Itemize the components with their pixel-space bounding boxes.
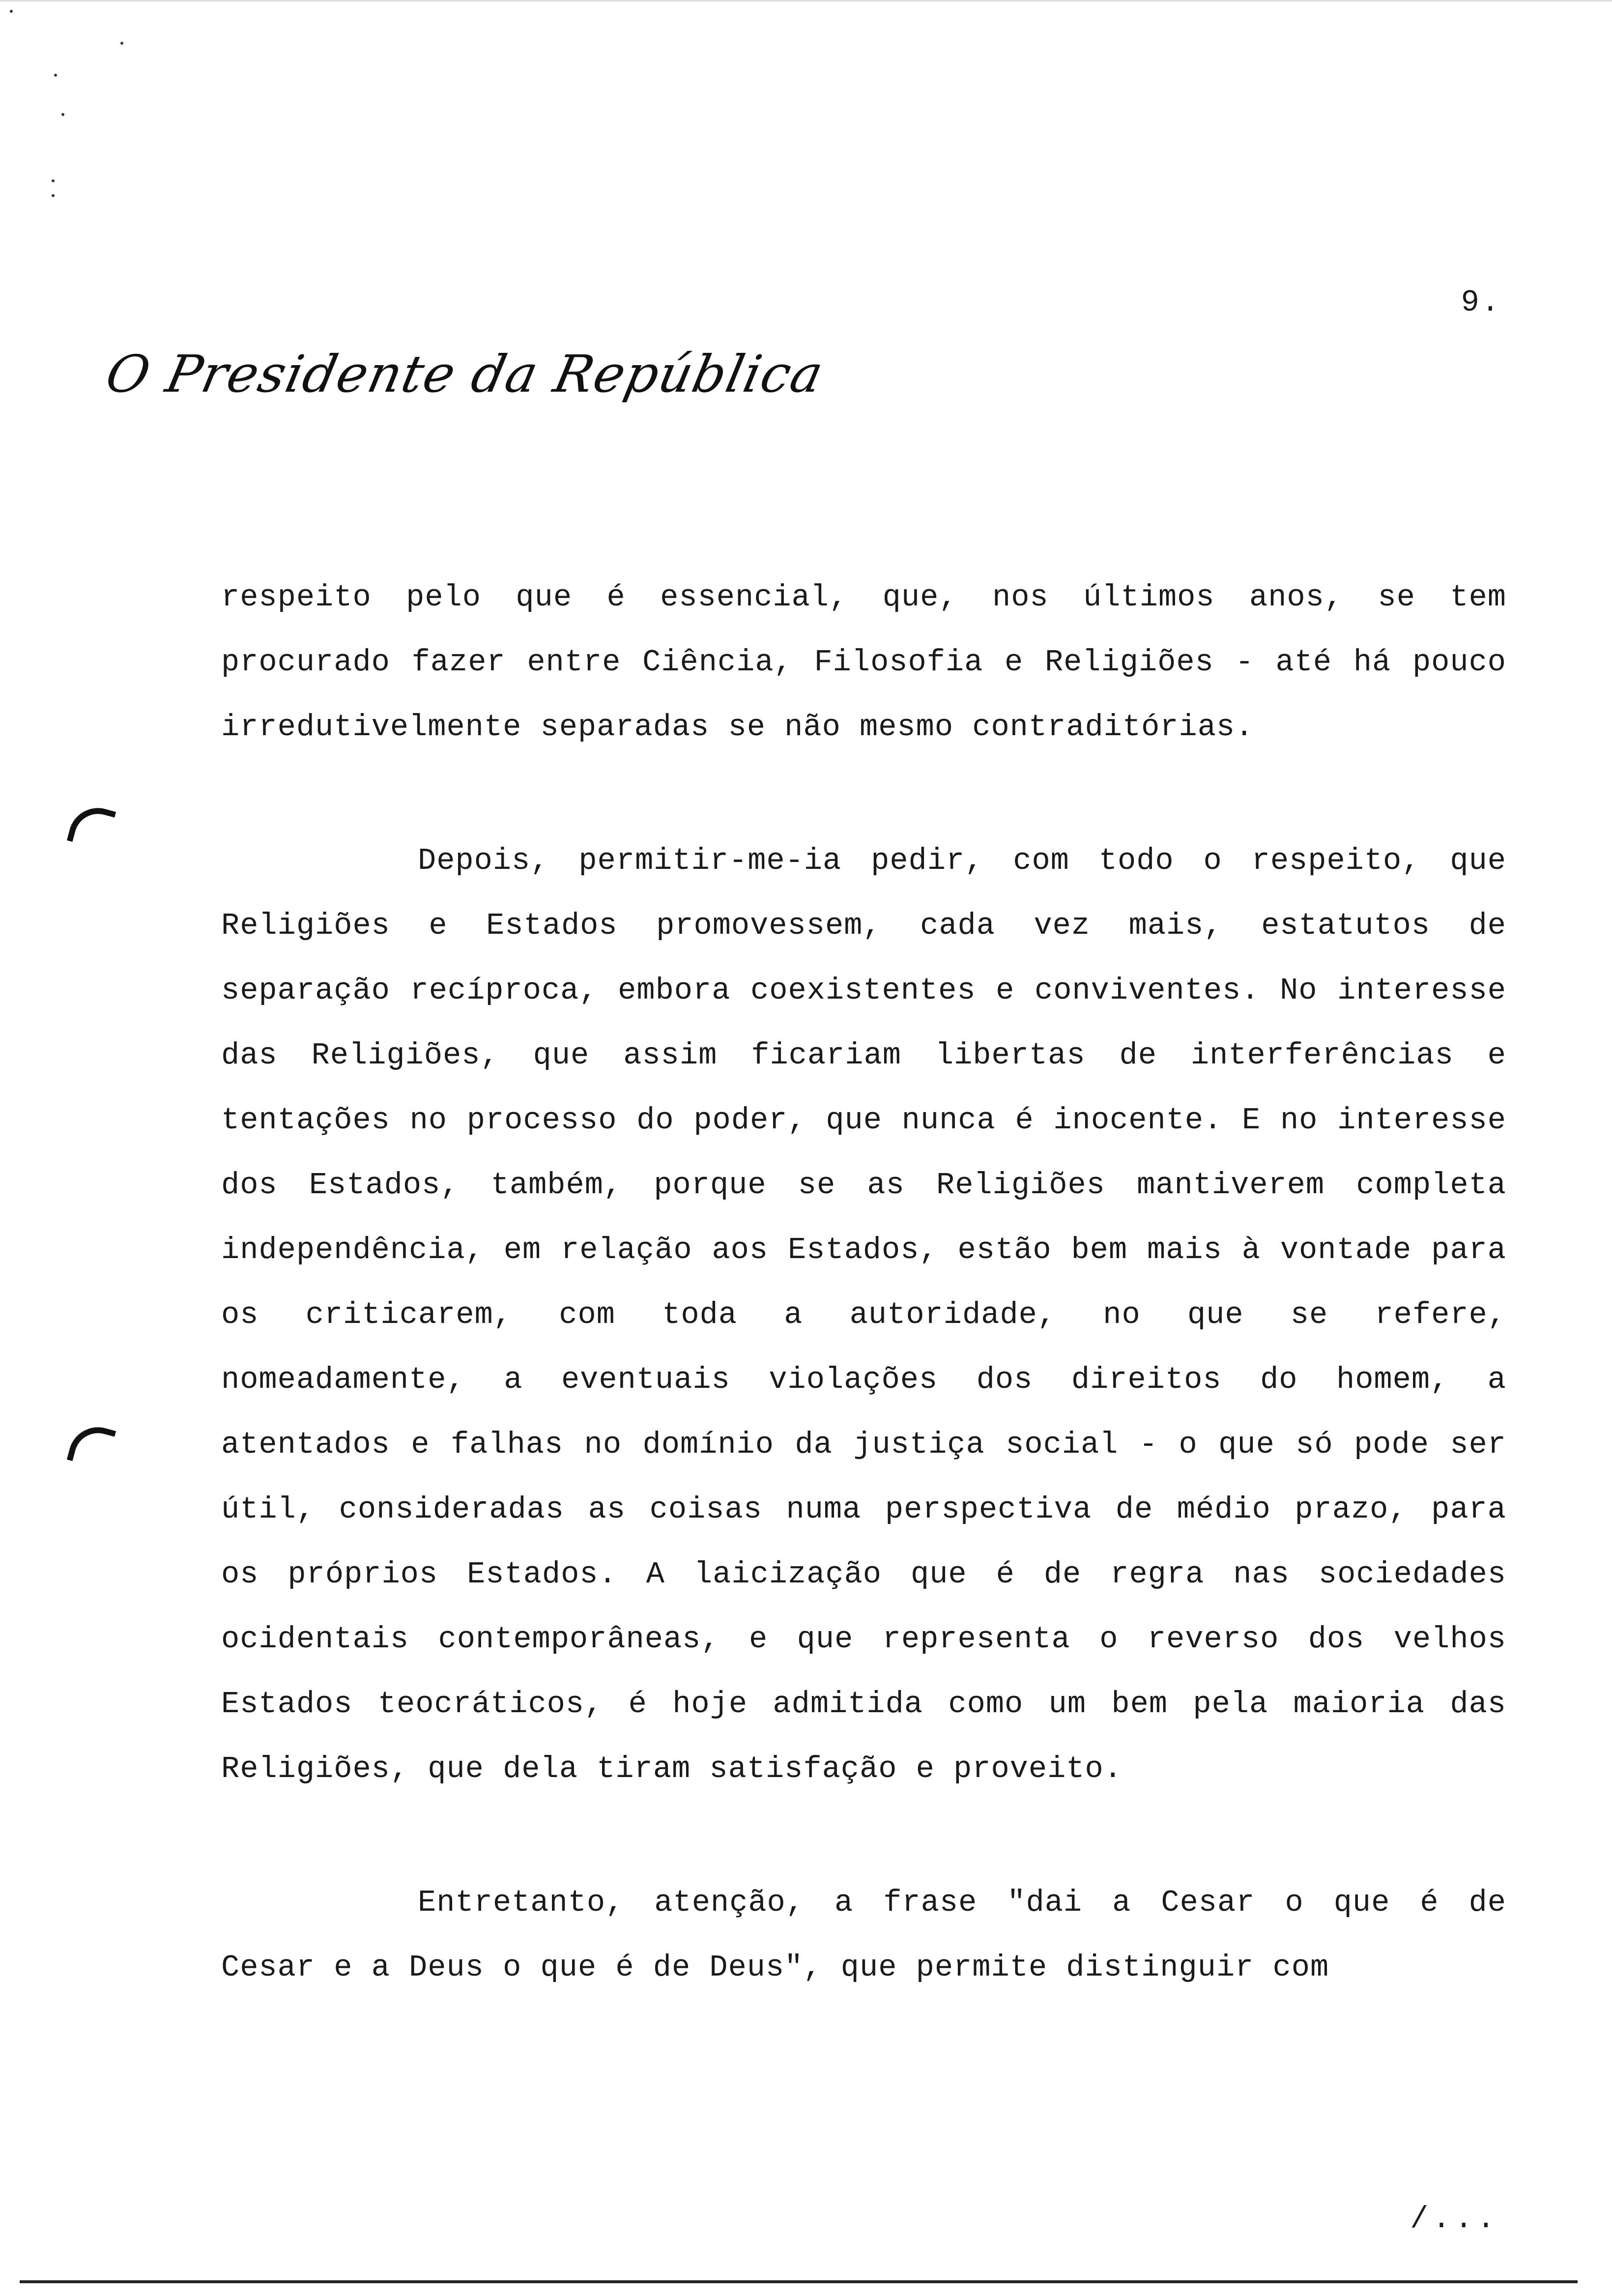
scan-top-edge	[0, 0, 1612, 1]
paragraph: Entretanto, atenção, a frase "dai a Cesar o que é de Cesar e a Deus o que é de Deus", que permite distinguir com	[221, 1885, 1506, 1985]
scan-speck	[54, 74, 57, 77]
continuation-mark: /...	[1410, 2202, 1499, 2237]
body-text	[221, 565, 1506, 2000]
scan-speck	[10, 10, 13, 13]
punch-hole-mark	[67, 1421, 116, 1470]
letterhead-title: O Presidente da República	[101, 344, 830, 404]
paragraph: Depois, permitir-me-ia pedir, com todo o respeito, que Religiões e Estados promovessem, cada vez mais, estatutos de separação recíproca, embora coexistentes e conviventes. No interesse das Religiões, que assim ficariam libertas de interferências e tentações no processo do poder, que nunca é inocente. E no interesse dos Estados, também, porque se as Religiões mantiverem completa independência, em relação aos Estados, estão bem mais à vontade para os criticarem, com toda a autoridade, no que se refere, nomeadamente, a eventuais violações dos direitos do homem, a atentados e falhas no domínio da justiça social - o que só pode ser útil, consideradas as coisas numa perspectiva de médio prazo, para os próprios Estados. A laicização que é de regra nas sociedades ocidentais contemporâneas, e que representa o reverso dos velhos Estados teocráticos, é hoje admitida como um bem pela maioria das Religiões, que dela tiram satisfação e proveito.	[221, 843, 1506, 1786]
scan-speck	[52, 179, 55, 182]
scan-speck	[52, 194, 55, 197]
scan-bottom-edge	[20, 2280, 1578, 2283]
paragraph: respeito pelo que é essencial, que, nos últimos anos, se tem procurado fazer entre Ciência, Filosofia e Religiões - até há pouco irredutivelmente separadas se não mesmo contraditórias.	[221, 580, 1506, 745]
page-number: 9.	[1461, 285, 1501, 320]
scan-speck	[61, 113, 64, 116]
scan-speck	[120, 42, 123, 45]
punch-hole-mark	[67, 802, 116, 851]
